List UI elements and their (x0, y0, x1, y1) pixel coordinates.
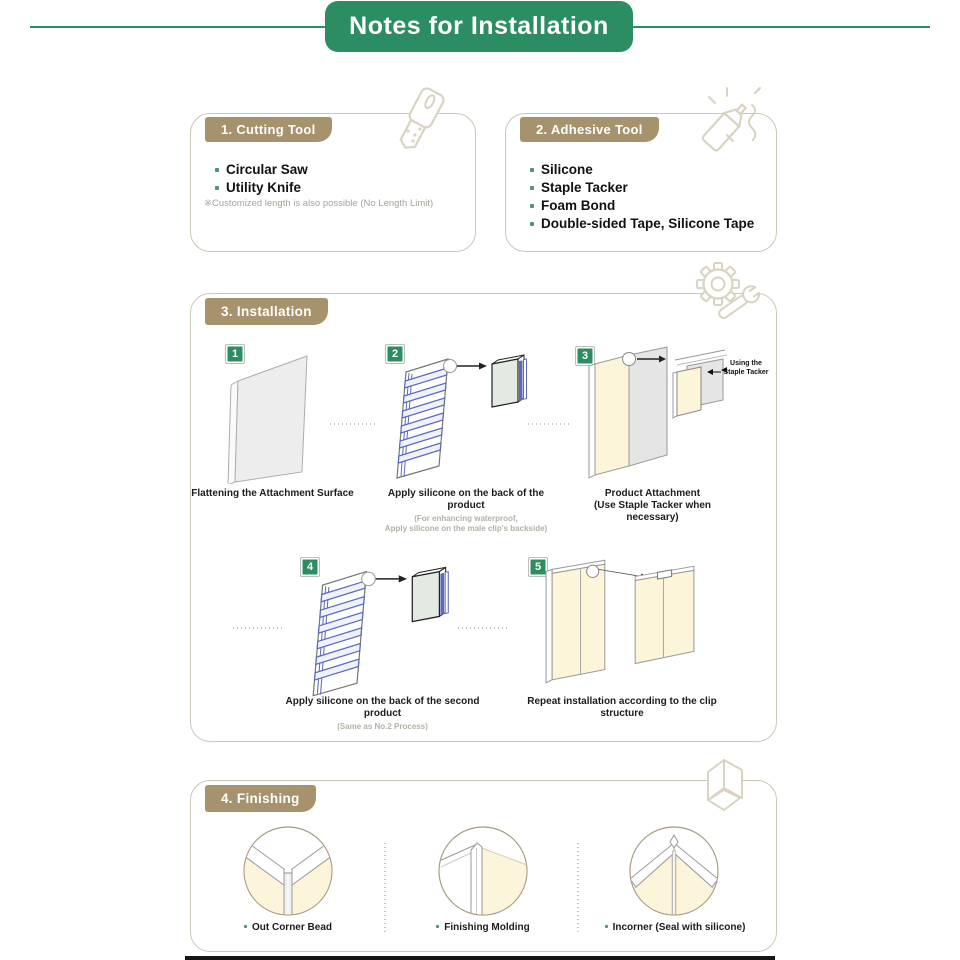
finishing-item-caption (435, 922, 531, 933)
step5-repeat-illustration (540, 556, 702, 688)
subcaption-line: (For enhancing waterproof, (414, 514, 518, 523)
finishing-item-caption (240, 922, 336, 933)
list-item (530, 161, 754, 179)
bullet-icon (244, 925, 247, 928)
bullet-icon (530, 204, 534, 208)
cutting-note: ※Customized length is also possible (No Length Limit) (204, 198, 434, 209)
annotation-line: Using the (730, 360, 762, 367)
list-item (530, 179, 754, 197)
step3-caption (570, 488, 735, 524)
list-item (530, 215, 754, 233)
bullet-icon (215, 168, 219, 172)
list-item (215, 161, 308, 179)
caption-text: Apply silicone on the back of the product (387, 488, 545, 511)
cutting-tool-badge: 1. Cutting Tool (205, 117, 332, 142)
caption-text: (Use Staple Tacker when necessary) (593, 500, 712, 523)
bullet-icon (436, 925, 439, 928)
utility-knife-icon (372, 84, 450, 152)
glue-tube-icon (697, 83, 775, 153)
tool-label: Circular Saw (226, 162, 308, 177)
step5-caption: Repeat installation according to the clip structure (527, 696, 717, 719)
tool-label: Staple Tacker (541, 180, 628, 195)
dotted-separator (233, 627, 283, 629)
step2-silicone-panel-illustration (392, 348, 532, 483)
staple-tacker-annotation (722, 359, 770, 377)
list-item (530, 197, 754, 215)
gear-wrench-icon (692, 260, 762, 324)
incorner-illustration (626, 823, 722, 919)
bullet-icon (215, 186, 219, 190)
dotted-separator (577, 843, 579, 935)
dotted-separator (330, 423, 376, 425)
tool-label: Silicone (541, 162, 593, 177)
caption-text: Product Attachment (604, 488, 701, 499)
bullet-icon (605, 925, 608, 928)
step4-subcaption: (Same as No.2 Process) (337, 722, 428, 731)
caption-text: Finishing Molding (444, 922, 530, 933)
caption-text: Apply silicone on the back of the second product (285, 696, 480, 719)
adhesive-tool-badge: 2. Adhesive Tool (520, 117, 659, 142)
bullet-icon (530, 222, 534, 226)
step1-flat-panel-illustration (222, 344, 317, 484)
step-number: 4 (300, 557, 320, 577)
step-number: 5 (528, 557, 548, 577)
cutting-tool-list (215, 161, 308, 197)
tool-label: Double-sided Tape, Silicone Tape (541, 216, 755, 231)
step2-caption (378, 488, 554, 534)
finishing-item-caption (590, 922, 760, 933)
step2-subcaption (378, 514, 554, 534)
adhesive-tool-list (530, 161, 754, 233)
step-number: 1 (225, 344, 245, 364)
bullet-icon (530, 186, 534, 190)
corner-molding-icon (699, 754, 761, 814)
step1-caption: Flattening the Attachment Surface (191, 488, 354, 499)
caption-text: Incorner (Seal with silicone) (612, 922, 746, 933)
installation-badge: 3. Installation (205, 298, 328, 325)
dotted-separator (384, 843, 386, 935)
annotation-line: Staple Tacker (723, 369, 769, 376)
step4-caption (285, 696, 480, 732)
tool-label: Utility Knife (226, 180, 302, 195)
step-number: 3 (575, 346, 595, 366)
bullet-icon (530, 168, 534, 172)
subcaption-line: Apply silicone on the male clip's backside) (384, 524, 548, 533)
page-title (325, 1, 633, 52)
list-item (215, 179, 308, 197)
tool-label: Foam Bond (541, 198, 616, 213)
finishing-molding-illustration (435, 823, 531, 919)
step4-silicone-panel-illustration (308, 560, 454, 701)
page-title-text: Notes for Installation (349, 12, 609, 40)
finishing-badge: 4. Finishing (205, 785, 316, 812)
caption-text: Out Corner Bead (251, 922, 332, 933)
dotted-separator (458, 627, 510, 629)
step-number: 2 (385, 344, 405, 364)
out-corner-bead-illustration (240, 823, 336, 919)
dotted-separator (528, 423, 570, 425)
step3-attachment-illustration (585, 342, 735, 482)
bottom-bar (185, 956, 775, 960)
